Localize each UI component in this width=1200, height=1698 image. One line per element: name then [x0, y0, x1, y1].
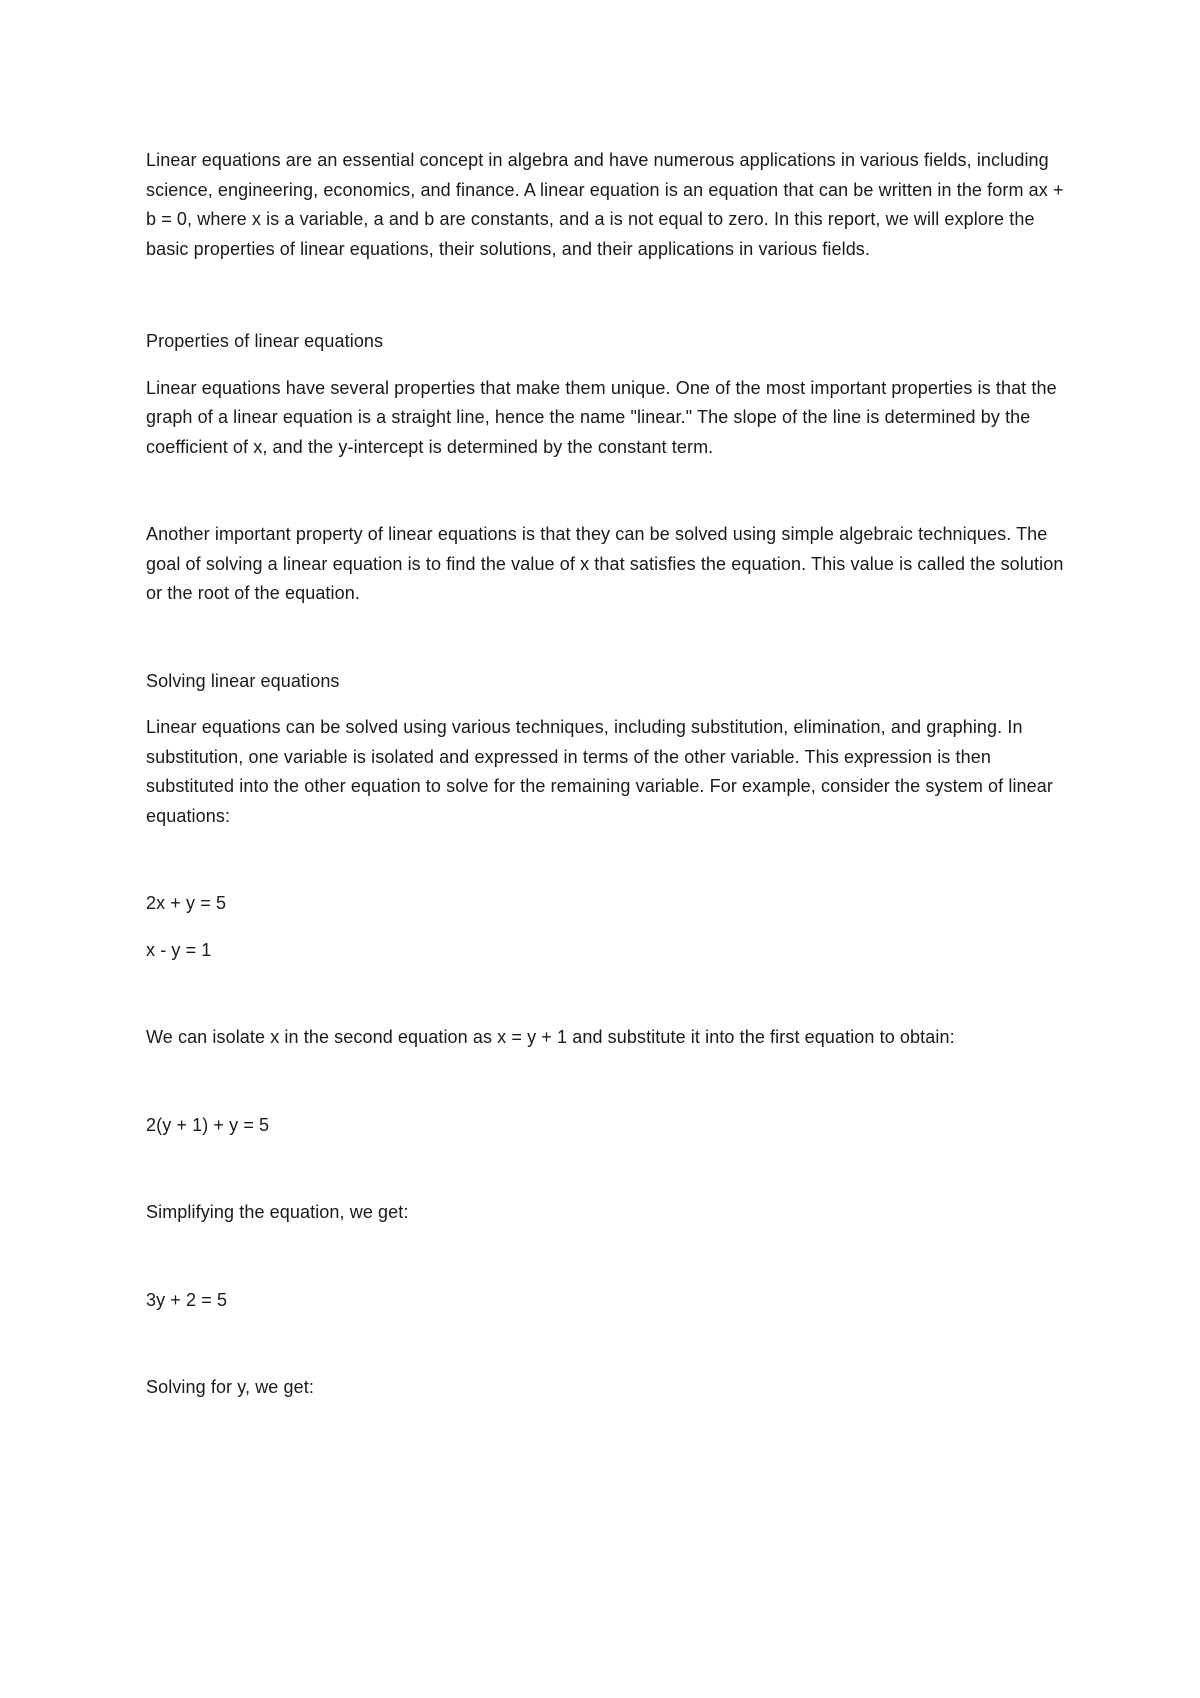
solving-paragraph-1: Linear equations can be solved using various techniques, including substitution, elimination, and graphing. In substitution, one variable is isolated and expressed in terms of the other variable. This expression is then substituted into the other equation to solve for the remaining variable. For example, consider the system of linear equations:	[146, 717, 1053, 826]
document-body	[146, 146, 1066, 1403]
properties-paragraph-1: Linear equations have several properties that make them unique. One of the most important properties is that the graph of a linear equation is a straight line, hence the name "linear." The slope of the line is determined by the coefficient of x, and the y-intercept is determined by the constant term.	[146, 377, 1057, 457]
intro-paragraph: Linear equations are an essential concept in algebra and have numerous applications in various fields, including science, engineering, economics, and finance. A linear equation is an equation that can be written in the form ax + b = 0, where x is a variable, a and b are constants, and a is not equal to zero. In this report, we will explore the basic properties of linear equations, their solutions, and their applications in various fields.	[146, 150, 1064, 259]
isolate-paragraph: We can isolate x in the second equation as x = y + 1 and substitute it into the first equation to obtain:	[146, 1027, 955, 1047]
equation-2: x - y = 1	[146, 939, 212, 960]
section-heading-solving: Solving linear equations	[146, 670, 340, 691]
equation-4: 3y + 2 = 5	[146, 1289, 228, 1310]
equation-1: 2x + y = 5	[146, 893, 227, 913]
simplify-paragraph: Simplifying the equation, we get:	[146, 1202, 409, 1222]
equation-3: 2(y + 1) + y = 5	[146, 1114, 270, 1135]
solving-for-y-paragraph: Solving for y, we get:	[146, 1377, 314, 1397]
properties-paragraph-2: Another important property of linear equations is that they can be solved using simple algebraic techniques. The goal of solving a linear equation is to find the value of x that satisfies the equation. This value is called the solution or the root of the equation.	[146, 524, 1064, 603]
section-heading-properties: Properties of linear equations	[146, 331, 384, 351]
